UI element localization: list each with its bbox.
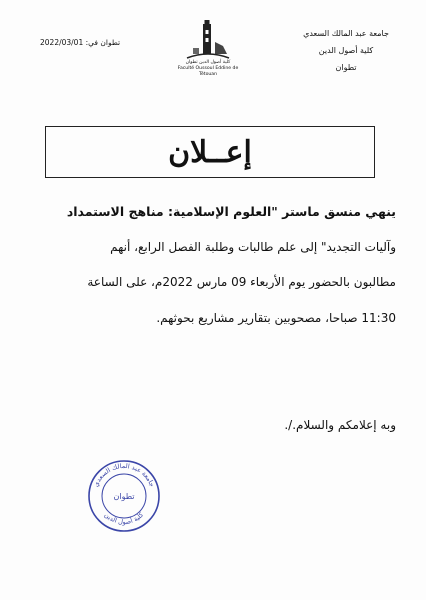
- logo-caption-latin: Faculté Oussoul Eddine de Tétouan: [177, 66, 239, 77]
- announcement-title: إعــلان: [168, 134, 252, 170]
- svg-text:جامعة عبد المالك السعدي: [92, 462, 156, 488]
- body-line-2: وآليات التجديد" إلى علم طالبات وطلبة الفصل الرابع، أنهم: [110, 239, 396, 254]
- closing-line: وبه إعلامكم والسلام./.: [284, 418, 396, 432]
- stamp-top-text: جامعة عبد المالك السعدي: [91, 461, 157, 488]
- title-frame: [45, 126, 375, 178]
- body-line-3: مطالبون بالحضور يوم الأربعاء 09 مارس 2022م، على الساعة: [87, 275, 396, 289]
- university-name: جامعة عبد المالك السعدي: [303, 29, 389, 38]
- stamp-bottom-text: كلية أصول الدين: [102, 510, 146, 527]
- logo-caption: [168, 60, 248, 78]
- stamp-center-text: تطوان: [113, 492, 135, 501]
- city-name: تطوان: [335, 63, 357, 72]
- announcement-body: [38, 194, 396, 336]
- body-line-1: ينهي منسق ماستر "العلوم الإسلامية: مناهج الاستمداد: [66, 204, 396, 219]
- institution-header: [286, 28, 406, 79]
- official-stamp-icon: [86, 458, 162, 534]
- body-line-4: 11:30 صباحا، مصحوبين بتقارير مشاريع بحوثهم.: [156, 310, 396, 325]
- logo-caption-arabic: كلية أصول الدين تطوان: [185, 60, 231, 65]
- date-line: تطوان في: 2022/03/01: [40, 38, 121, 47]
- svg-text:كلية أصول الدين: [103, 510, 146, 526]
- faculty-name: كلية أصول الدين: [318, 46, 374, 55]
